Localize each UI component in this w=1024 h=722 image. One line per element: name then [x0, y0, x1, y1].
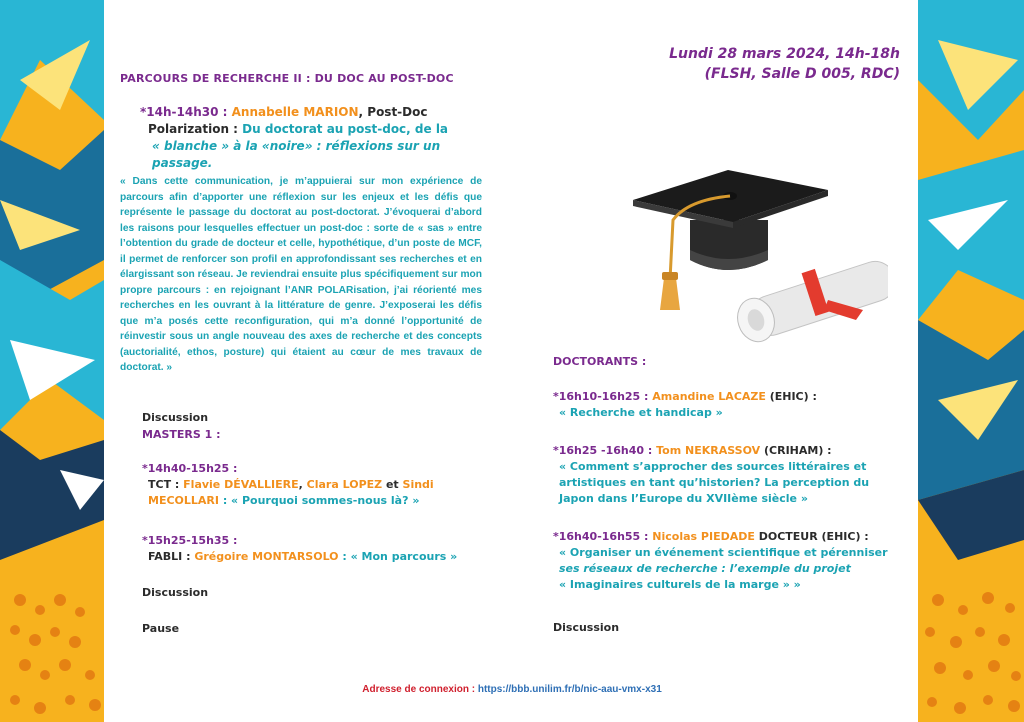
- event-date: [669, 44, 900, 84]
- talk-tom: [553, 443, 903, 507]
- talk-time: *14h-14h30 :: [140, 105, 228, 119]
- speaker-role: , Post-Doc: [358, 105, 428, 119]
- talk-title-cont: Japon dans l’Europe du XVIIème siècle »: [559, 492, 808, 505]
- venue-line: (FLSH, Salle D 005, RDC): [704, 66, 900, 82]
- connection-link[interactable]: https://bbb.unilim.fr/b/nic-aau-vmx-x31: [477, 684, 662, 695]
- masters-title: MASTERS 1 :: [142, 428, 221, 441]
- left-decorative-border: [0, 0, 104, 722]
- talk-title: « Organiser un événement scientifique et pérenniser: [559, 546, 888, 559]
- speaker-name: Flavie DÉVALLIERE: [183, 478, 299, 491]
- talk-nicolas: [553, 529, 903, 593]
- talk-time: *16h25 -16h40 :: [553, 444, 653, 457]
- talk-title: : « Pourquoi sommes-nous là? »: [218, 494, 420, 507]
- talk-masters: [142, 461, 472, 509]
- speaker-name: Sindi: [402, 478, 434, 491]
- graduation-cap-illustration: [628, 160, 888, 360]
- program-label: FABLI :: [148, 550, 191, 563]
- separator: et: [382, 478, 403, 491]
- date-line: Lundi 28 mars 2024, 14h-18h: [669, 46, 900, 62]
- talk-title: « Recherche et handicap »: [559, 406, 723, 419]
- speaker-name: Grégoire MONTARSOLO: [194, 550, 339, 563]
- talk-title-cont: artistiques en tant qu’historien? La perception du: [559, 476, 870, 489]
- talk-time: *15h25-15h35 :: [142, 534, 238, 547]
- lab-label: (EHIC) :: [765, 390, 817, 403]
- discussion-label: Discussion: [142, 586, 209, 599]
- discussion-label: Discussion: [553, 621, 620, 634]
- talk-time: *16h40-16h55 :: [553, 530, 649, 543]
- section-title: PARCOURS DE RECHERCHE II : DU DOC AU POST-DOC: [120, 72, 454, 85]
- lab-label: DOCTEUR (EHIC) :: [754, 530, 869, 543]
- talk-amandine: [553, 389, 893, 421]
- lab-label: (CRIHAM) :: [760, 444, 832, 457]
- separator: ,: [298, 478, 307, 491]
- program-label: TCT :: [148, 478, 180, 491]
- connection-label: Adresse de connexion :: [362, 684, 476, 695]
- speaker-name: Amandine LACAZE: [652, 390, 766, 403]
- diploma-scroll-icon: [732, 256, 888, 346]
- talk-title: Du doctorat au post-doc, de la: [242, 122, 449, 136]
- speaker-name: Clara LOPEZ: [306, 478, 383, 491]
- pause-label: Pause: [142, 622, 180, 635]
- talk-title: « Comment s’approcher des sources littéraires et: [559, 460, 867, 473]
- talk-abstract: « Dans cette communication, je m’appuierai sur mon expérience de parcours afin d’apporter une réflexion sur les enjeux et les défis que représente le passage du doctorat au post-doctorat. J’évoquerai d’abord les raisons pour lesquelles effectuer un post-doc : sorte de « sas » entre l’obtention du grade de docteur et celle, hypothétique, d’un poste de MCF, il permet de renforcer son profil en approfondissant ses recherches et en élargissant son réseau. Je reviendrai ensuite plus spécifiquement sur mon propre parcours : en rejoignant l’ANR POLARisation, j’ai réorienté mes recherches en les ouvrant à la littérature de genre. J’exposerai les défis que m’a posés cette reconfiguration, qui m’a donné l’opportunité de réinvestir sous un angle nouveau des axes de recherche et des concepts (auctorialité, ethos, posture) qui étaient au cœur de mes travaux de doctorat. »: [120, 176, 482, 373]
- speaker-name: MECOLLARI: [148, 494, 219, 507]
- talk-annabelle: [140, 104, 500, 172]
- talk-title-cont: « Imaginaires culturels de la marge » »: [559, 578, 801, 591]
- speaker-name: Nicolas PIEDADE: [652, 530, 755, 543]
- project-name: Polarization :: [148, 122, 238, 136]
- talk-title: : « Mon parcours »: [338, 550, 458, 563]
- speaker-name: Tom NEKRASSOV: [656, 444, 761, 457]
- talk-gregoire: [142, 533, 482, 565]
- talk-time: *14h40-15h25 :: [142, 462, 238, 475]
- doctorants-title: DOCTORANTS :: [553, 355, 647, 368]
- talk-title-cont: « blanche » à la «noire» : réflexions sur un passage.: [152, 139, 441, 170]
- talk-title-cont: ses réseaux de recherche : l’exemple du projet: [559, 562, 851, 575]
- talk-time: *16h10-16h25 :: [553, 390, 649, 403]
- connection-footer: [0, 684, 1024, 695]
- right-decorative-border: [918, 0, 1024, 722]
- speaker-name: Annabelle MARION: [231, 105, 359, 119]
- discussion-label: Discussion: [142, 411, 209, 424]
